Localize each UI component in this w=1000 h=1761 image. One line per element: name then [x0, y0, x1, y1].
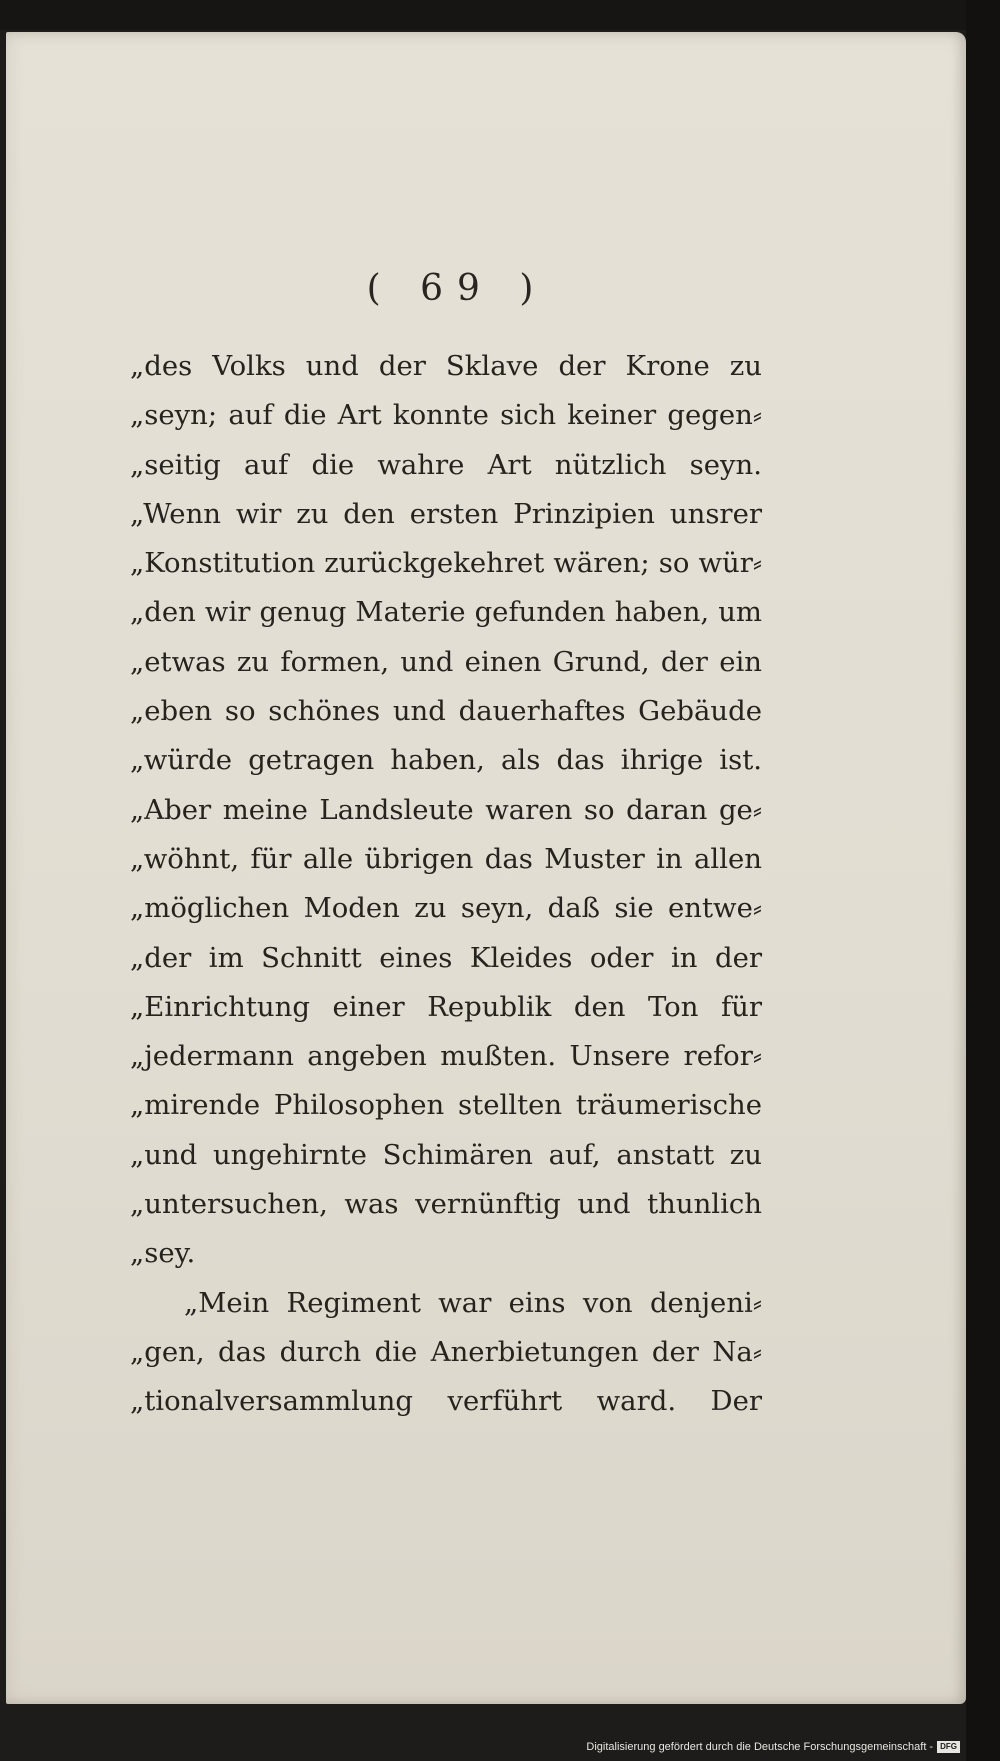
text-line: „und ungehirnte Schimären auf, anstatt zu	[130, 1138, 762, 1171]
dfg-logo: DFG	[937, 1741, 960, 1753]
paragraph-first-line: „Mein Regiment war eins von denjeni⸗	[184, 1286, 762, 1319]
text-line: „etwas zu formen, und einen Grund, der ein	[130, 645, 762, 678]
scan-background-top	[0, 0, 1000, 30]
page-number: ( 69 )	[366, 268, 548, 309]
digitization-credit	[586, 1741, 960, 1753]
text-line: „des Volks und der Sklave der Krone zu	[130, 350, 762, 382]
text-line: „jedermann angeben mußten. Unsere refor⸗	[130, 1040, 762, 1073]
text-line: „Wenn wir zu den ersten Prinzipien unsrer	[130, 497, 762, 530]
text-line: „mirende Philosophen stellten träumerische	[130, 1089, 762, 1122]
text-line: „der im Schnitt eines Kleides oder in der	[130, 941, 762, 974]
text-line: „tionalversammlung verführt ward. Der	[130, 1385, 762, 1418]
text-line: „seitig auf die wahre Art nützlich seyn.	[130, 448, 762, 481]
text-line: „seyn; auf die Art konnte sich keiner gegen⸗	[130, 399, 762, 432]
text-line: „untersuchen, was vernünftig und thunlich	[130, 1188, 762, 1221]
text-line: „gen, das durch die Anerbietungen der Na⸗	[130, 1335, 762, 1368]
body-text	[130, 342, 762, 1427]
text-line: „Konstitution zurückgekehret wären; so wür⸗	[130, 547, 762, 580]
text-line: „den wir genug Materie gefunden haben, um	[130, 596, 762, 629]
text-line: „würde getragen haben, als das ihrige ist.	[130, 744, 762, 777]
text-line: „sey.	[130, 1237, 196, 1270]
credit-text: Digitalisierung gefördert durch die Deutsche Forschungsgemeinschaft -	[586, 1741, 934, 1753]
text-line: „eben so schönes und dauerhaftes Gebäude	[130, 695, 762, 728]
book-page	[6, 32, 966, 1704]
text-line: „Einrichtung einer Republik den Ton für	[130, 990, 762, 1023]
text-line: „Aber meine Landsleute waren so daran ge⸗	[130, 793, 762, 826]
text-line: „möglichen Moden zu seyn, daß sie entwe⸗	[130, 892, 762, 925]
text-line: „wöhnt, für alle übrigen das Muster in allen	[130, 842, 762, 875]
scan-background-right	[966, 0, 1000, 1761]
